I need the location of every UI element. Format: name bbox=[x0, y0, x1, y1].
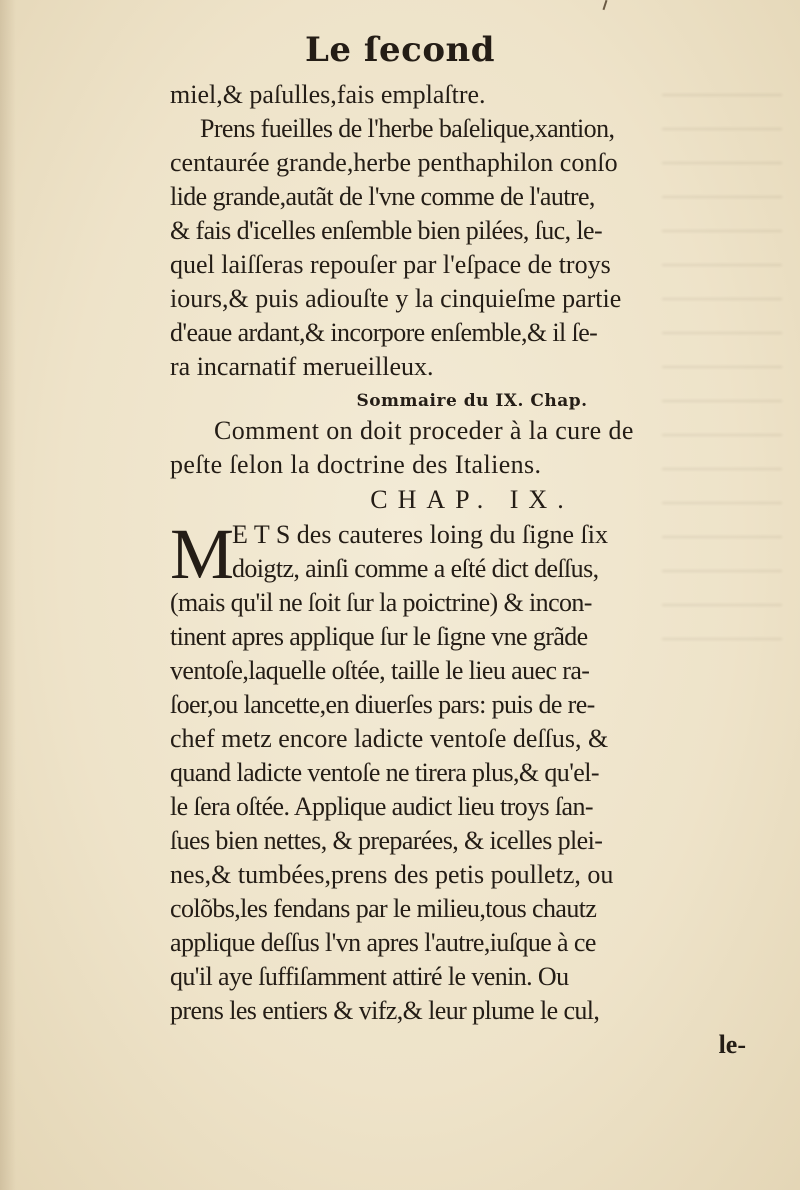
chapter-body bbox=[170, 514, 774, 1028]
chapter-title-line: Comment on doit proceder à la cure de bbox=[214, 416, 634, 445]
running-head: Le ſecond bbox=[304, 30, 495, 70]
page-mark bbox=[603, 0, 608, 10]
text-line: (mais qu'il ne ſoit ſur la poictrine) & incon- bbox=[170, 588, 592, 617]
catchword: le- bbox=[718, 1030, 746, 1059]
text-line: colõbs,les fendans par le milieu,tous chautz bbox=[170, 894, 597, 923]
text-block bbox=[170, 78, 774, 1062]
text-line: ſoer,ou lancette,en diuerſes pars: puis de re- bbox=[170, 690, 595, 719]
text-line: lide grande,autãt de l'vne comme de l'autre, bbox=[170, 182, 595, 211]
text-line: centaurée grande,herbe penthaphilon conſo bbox=[170, 148, 618, 177]
text-line: prens les entiers & vifz,& leur plume le cul, bbox=[170, 996, 600, 1025]
text-line: applique deſſus l'vn apres l'autre,iuſque à ce bbox=[170, 928, 596, 957]
paragraph-remedy bbox=[170, 78, 774, 384]
text-line: ra incarnatif merueilleux. bbox=[170, 352, 434, 381]
summary-heading: Sommaire du IX. Chap. bbox=[356, 391, 588, 411]
drop-cap: M bbox=[170, 514, 235, 594]
chapter-title-line: peſte ſelon la doctrine des Italiens. bbox=[170, 450, 542, 479]
chapter-label: CHAP. IX. bbox=[370, 485, 574, 514]
gutter-shadow bbox=[0, 0, 16, 1190]
text-line: quand ladicte ventoſe ne tirera plus,& qu'el- bbox=[170, 758, 599, 787]
text-line: miel,& paſulles,fais emplaſtre. bbox=[170, 80, 486, 109]
text-line: qu'il aye ſuffiſamment attiré le venin. Ou bbox=[170, 962, 569, 991]
text-line: le ſera oſtée. Applique audict lieu troys ſan- bbox=[170, 792, 593, 821]
text-line: quel laiſſeras repouſer par l'eſpace de troys bbox=[170, 250, 611, 279]
text-line: nes,& tumbées,prens des petis poulletz, ou bbox=[170, 860, 614, 889]
chapter-title bbox=[170, 414, 774, 482]
text-line: doigtz, ainſi comme a eſté dict deſſus, bbox=[232, 554, 599, 583]
text-line: iours,& puis adiouſte y la cinquieſme partie bbox=[170, 284, 622, 313]
text-line: tinent apres applique ſur le ſigne vne grãde bbox=[170, 622, 588, 651]
text-line: chef metz encore ladicte ventoſe deſſus, & bbox=[170, 724, 609, 753]
text-line: ventoſe,laquelle oſtée, taille le lieu auec ra- bbox=[170, 656, 590, 685]
text-line: & fais d'icelles enſemble bien pilées, ſuc, le- bbox=[170, 216, 603, 245]
text-line: E T S des cauteres loing du ſigne ſix bbox=[232, 520, 608, 549]
text-line: d'eaue ardant,& incorpore enſemble,& il ſe- bbox=[170, 318, 598, 347]
text-line: Prens fueilles de l'herbe baſelique,xantion, bbox=[200, 114, 615, 143]
text-line: ſues bien nettes, & preparées, & icelles plei- bbox=[170, 826, 603, 855]
